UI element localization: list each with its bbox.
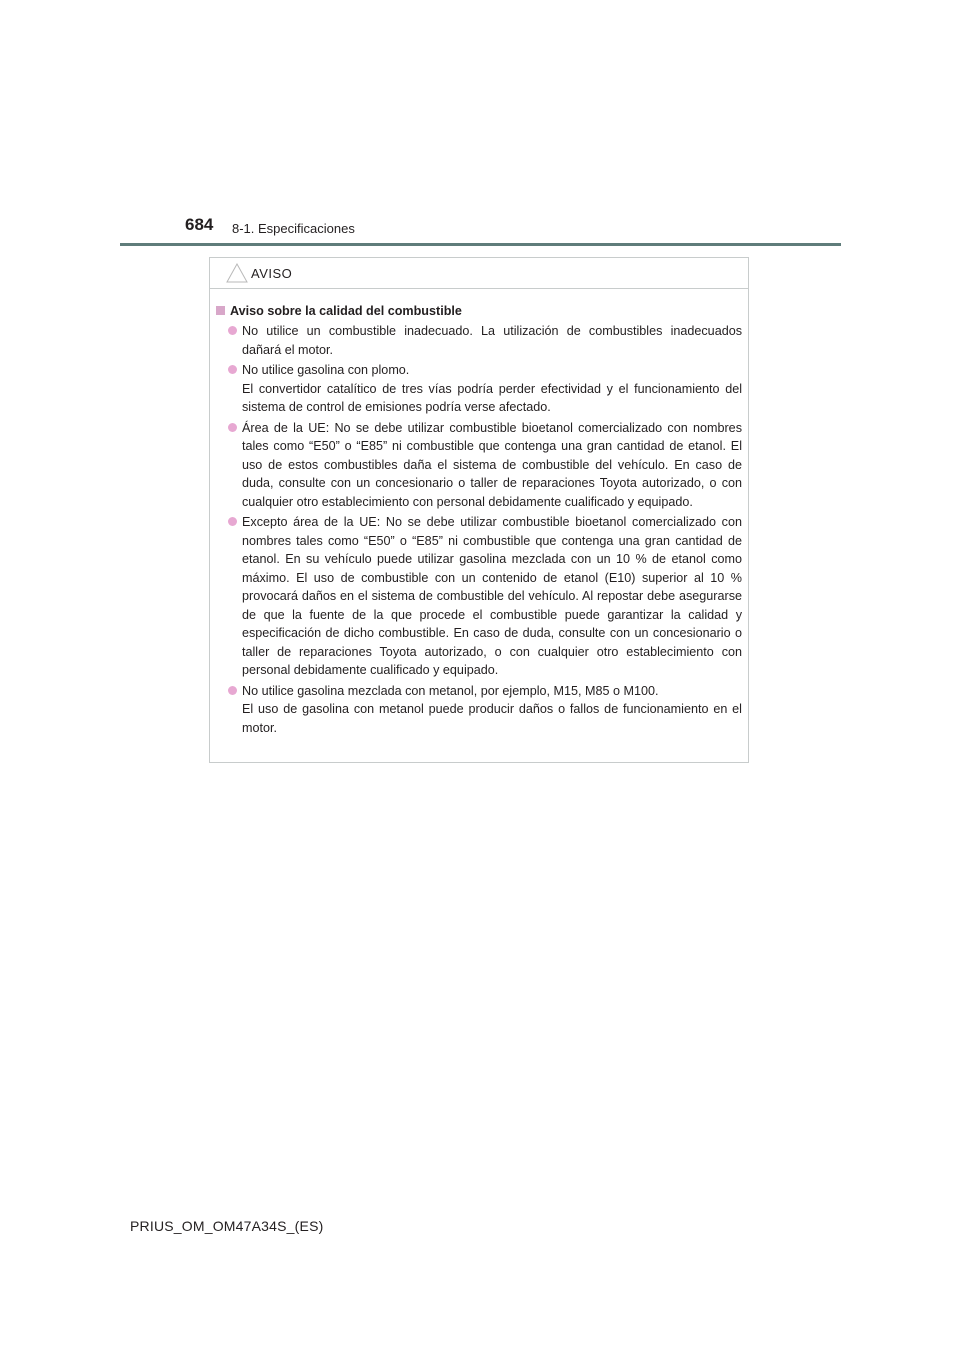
list-item-text: No utilice un combustible inadecuado. La utilización de combustibles inadecuados dañará el motor. <box>242 324 742 357</box>
square-bullet-icon <box>216 306 225 315</box>
bullet-icon <box>228 517 237 526</box>
footer-doc-code: PRIUS_OM_OM47A34S_(ES) <box>130 1218 324 1234</box>
list-item-text: No utilice gasolina con plomo. El convertidor catalítico de tres vías podría perder efectividad y el funcionamiento del sistema de control de emisiones podría verse afectado. <box>242 363 742 414</box>
warning-box <box>209 257 749 763</box>
page-number: 684 <box>185 215 214 234</box>
list-item-text: Excepto área de la UE: No se debe utilizar combustible bioetanol comercializado con nombres tales como “E50” o “E85” ni combustible que contenga una gran cantidad de etanol. En su vehículo puede utilizar gasolina mezclada con un 10 % de etanol como máximo. El uso de combustible con un contenido de etanol (E10) superior al 10 % provocará daños en el sistema de combustible del vehículo. Al repostar debe asegurarse de que la fuente de la que procede el combustible puede garantizar la calidad y especificación de dicho combustible. En caso de duda, consulte con un concesionario o taller de reparaciones Toyota autorizado, o con cualquier otro establecimiento con personal debidamente cualificado y equipado. <box>242 515 742 677</box>
warning-heading <box>216 302 742 320</box>
warning-title: AVISO <box>251 266 293 281</box>
list-item <box>216 419 742 512</box>
list-item-text: No utilice gasolina mezclada con metanol, por ejemplo, M15, M85 o M100. El uso de gasolina con metanol puede producir daños o fallos de funcionamiento en el motor. <box>242 683 742 735</box>
list-item <box>216 513 742 680</box>
list-item-text: Área de la UE: No se debe utilizar combustible bioetanol comercializado con nombres tales como “E50” o “E85” ni combustible que contenga una gran cantidad de etanol. El uso de estos combustibles daña el sistema de combustible del vehículo. En caso de duda, consulte con un concesionario o taller de reparaciones Toyota autorizado, o con cualquier otro establecimiento con personal debidamente cualificado y equipado. <box>242 420 742 509</box>
warning-triangle-icon <box>226 263 248 283</box>
list-item <box>216 361 742 417</box>
warning-heading-text: Aviso sobre la calidad del combustible <box>230 304 462 318</box>
bullet-icon <box>228 326 237 335</box>
list-item <box>216 682 742 738</box>
warning-body <box>210 289 748 737</box>
section-title: 8-1. Especificaciones <box>232 221 355 236</box>
bullet-icon <box>228 686 237 695</box>
warning-header <box>210 258 748 289</box>
bullet-icon <box>228 423 237 432</box>
header-rule <box>120 243 841 246</box>
list-item <box>216 322 742 359</box>
bullet-icon <box>228 365 237 374</box>
